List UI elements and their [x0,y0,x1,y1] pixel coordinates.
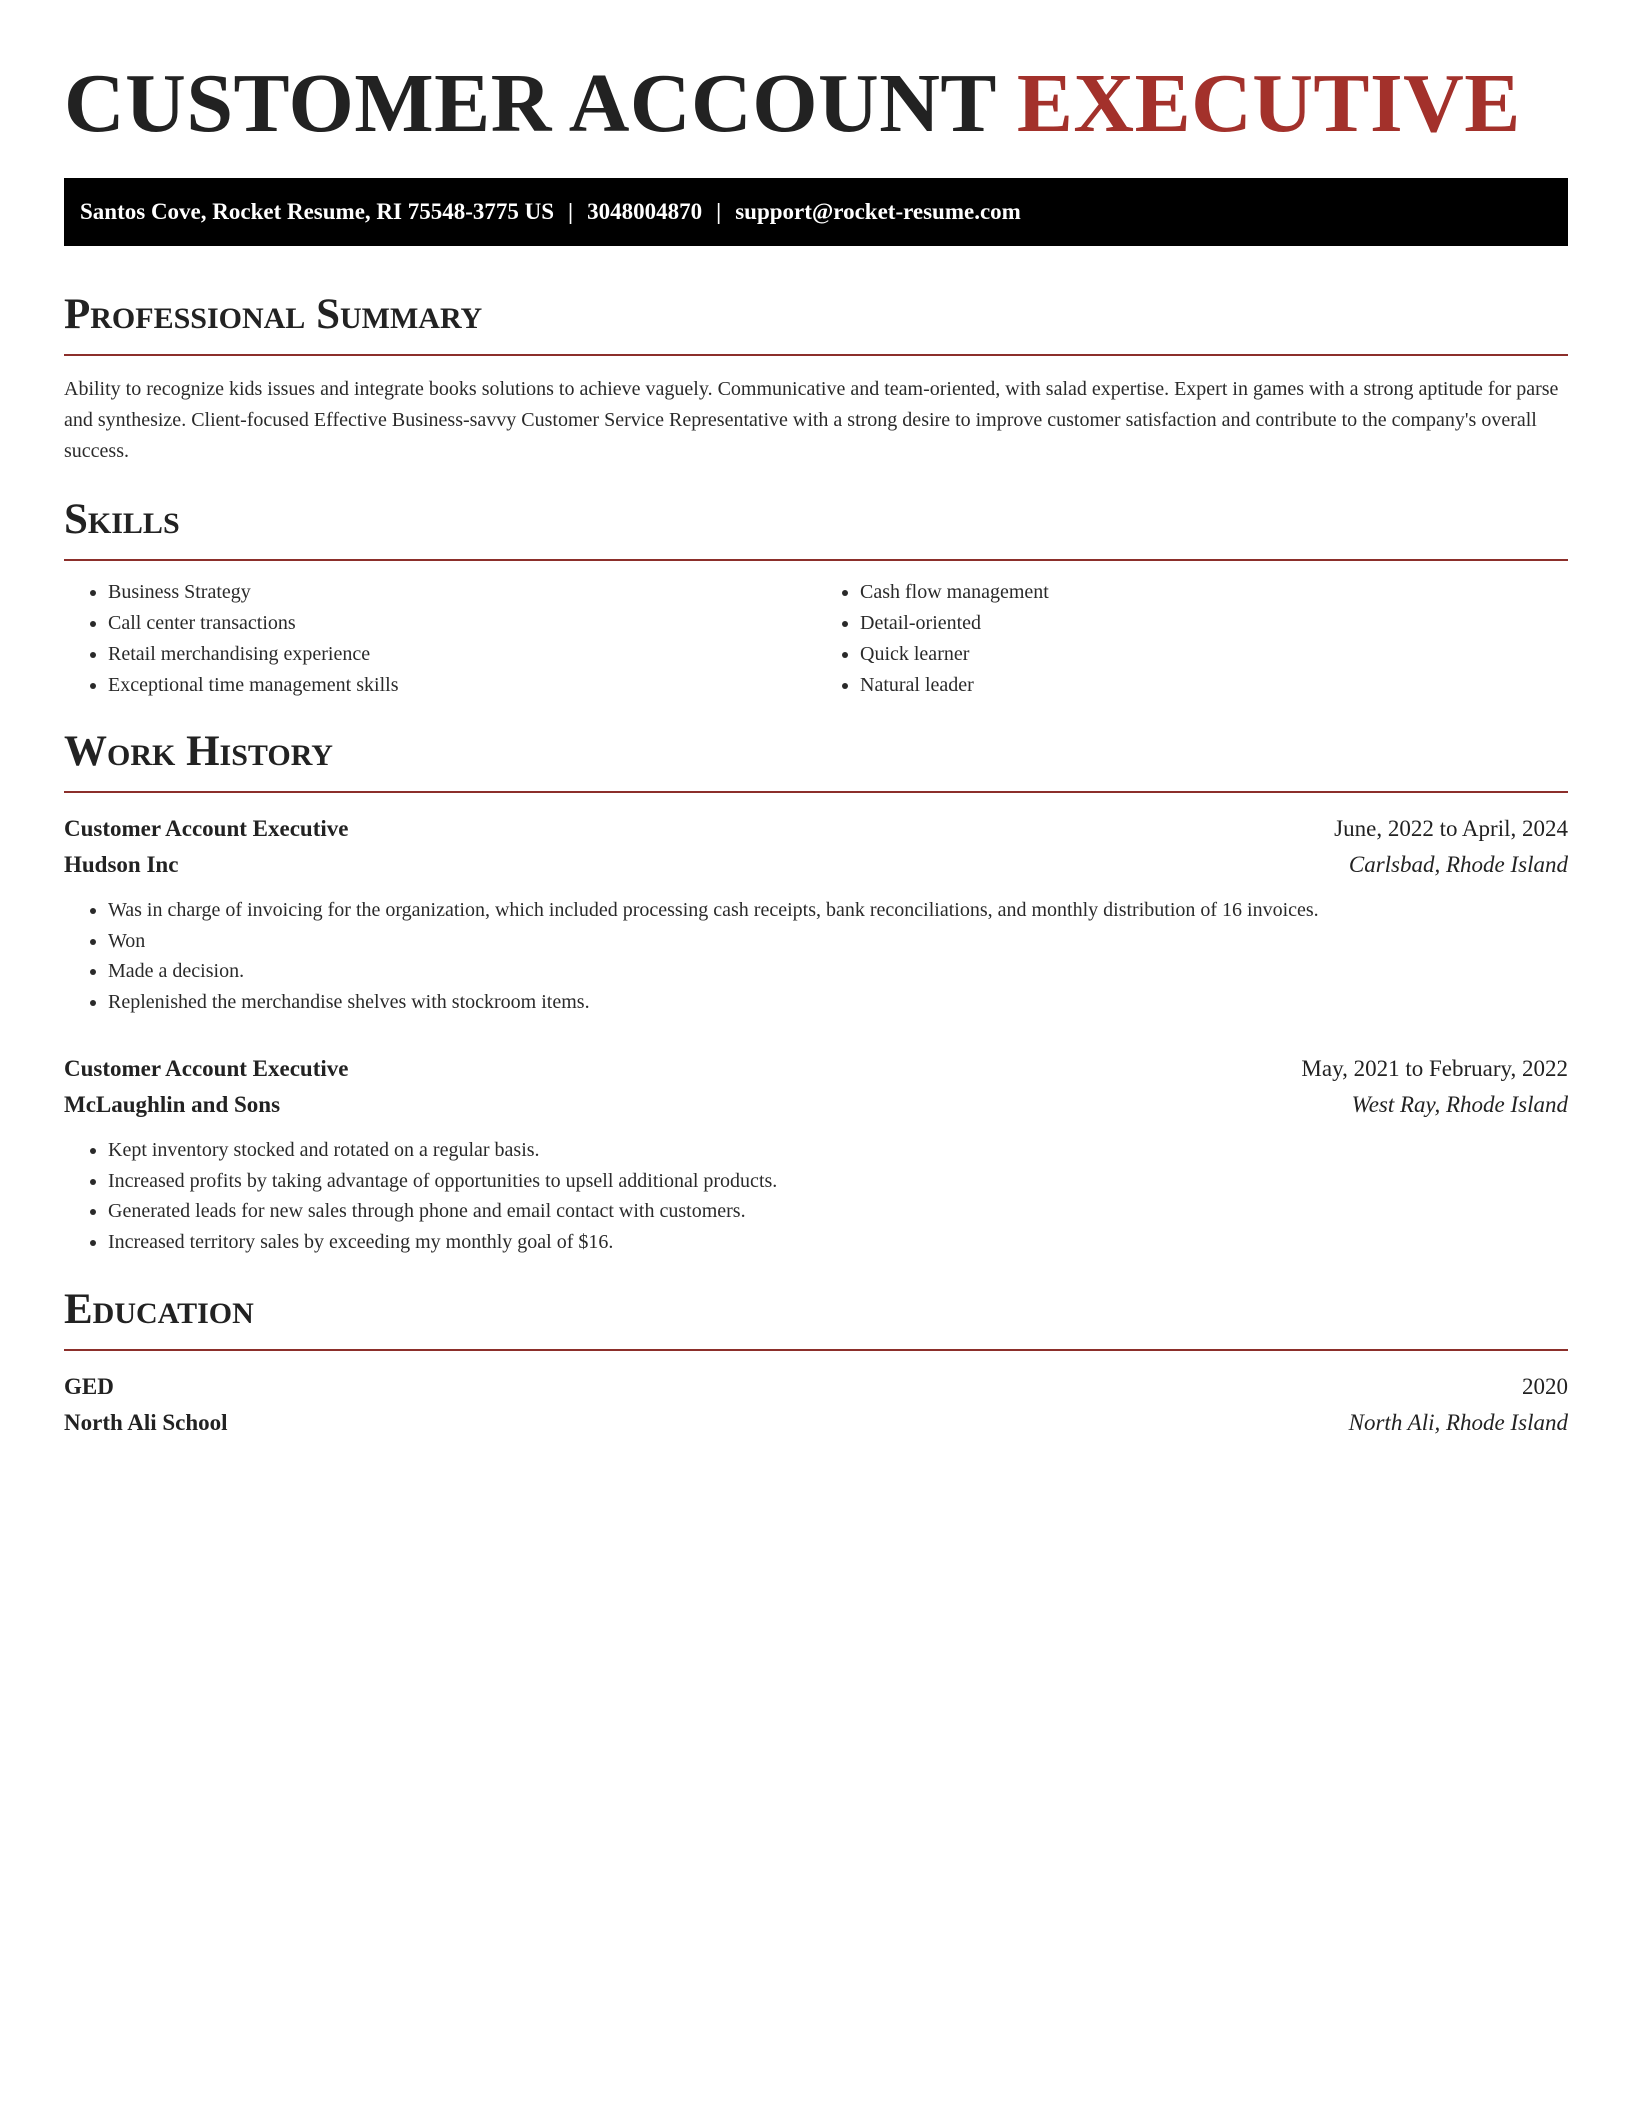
job-bullet: • Won [108,926,1568,957]
skill-item: • Retail merchandising experience [108,639,816,670]
job-bullets [64,895,1568,1017]
education-school: North Ali School [64,1410,228,1435]
job-company: Hudson Inc [64,852,179,877]
skills-heading: Skills [64,496,180,543]
job-bullets [64,1135,1568,1257]
title-main: CUSTOMER ACCOUNT [64,57,996,150]
skill-item: • Business Strategy [108,577,816,608]
job-bullet: • Kept inventory stocked and rotated on a regular basis. [108,1135,1568,1166]
skills-section [64,495,1568,701]
summary-heading: Professional Summary [64,291,483,338]
education-school-row [64,1405,1568,1441]
job-entry [64,1051,1568,1257]
job-header-row [64,1051,1568,1087]
skills-column-right [816,577,1568,701]
contact-bar [64,178,1568,246]
section-divider [64,354,1568,356]
work-history-heading: Work History [64,728,333,775]
job-dates: June, 2022 to April, 2024 [1334,816,1568,841]
job-location: Carlsbad, Rhode Island [1348,852,1568,877]
skills-grid [64,577,1568,701]
education-year: 2020 [1522,1374,1568,1399]
skill-item: • Quick learner [860,639,1568,670]
contact-email: support@rocket-resume.com [735,199,1021,224]
job-role: Customer Account Executive [64,1056,349,1081]
contact-separator: | [568,199,574,224]
skill-item: • Natural leader [860,670,1568,701]
education-location: North Ali, Rhode Island [1348,1410,1568,1435]
job-company-row [64,1087,1568,1123]
job-company: McLaughlin and Sons [64,1092,281,1117]
title-accent: EXECUTIVE [1016,57,1521,150]
job-bullet: • Made a decision. [108,956,1568,987]
summary-section [64,290,1568,467]
skill-item: • Call center transactions [108,608,816,639]
job-dates: May, 2021 to February, 2022 [1301,1056,1568,1081]
education-degree: GED [64,1374,114,1399]
skill-item: • Exceptional time management skills [108,670,816,701]
skill-item: • Detail-oriented [860,608,1568,639]
job-bullet: • Increased profits by taking advantage of opportunities to upsell additional products. [108,1166,1568,1197]
job-entry [64,811,1568,1017]
job-bullet: • Replenished the merchandise shelves with stockroom items. [108,987,1568,1018]
contact-separator: | [716,199,722,224]
job-header-row [64,811,1568,847]
job-bullet: • Was in charge of invoicing for the organization, which included processing cash receipts, bank reconciliations, and monthly distribution of 16 invoices. [108,895,1568,926]
job-company-row [64,847,1568,883]
section-divider [64,791,1568,793]
job-bullet: • Generated leads for new sales through phone and email contact with customers. [108,1196,1568,1227]
section-divider [64,1349,1568,1351]
job-bullet: • Increased territory sales by exceeding my monthly goal of $16. [108,1227,1568,1258]
skills-column-left [64,577,816,701]
summary-text: Ability to recognize kids issues and integrate books solutions to achieve vaguely. Communicative and team-oriented, with salad expertise. Expert in games with a strong aptitude for parse and synthesize. Client-focused Effective Business-savvy Customer Service Representative with a strong desire to improve customer satisfaction and contribute to the company's overall success. [64,378,1559,462]
resume-title [64,56,1568,152]
skill-item: • Cash flow management [860,577,1568,608]
work-history-section [64,727,1568,1257]
job-role: Customer Account Executive [64,816,349,841]
education-section [64,1285,1568,1441]
contact-address: Santos Cove, Rocket Resume, RI 75548-3775 US [80,199,555,224]
section-divider [64,559,1568,561]
contact-phone: 3048004870 [587,199,703,224]
job-location: West Ray, Rhode Island [1351,1092,1568,1117]
education-heading: Education [64,1286,254,1333]
education-header-row [64,1369,1568,1405]
education-entry [64,1369,1568,1441]
